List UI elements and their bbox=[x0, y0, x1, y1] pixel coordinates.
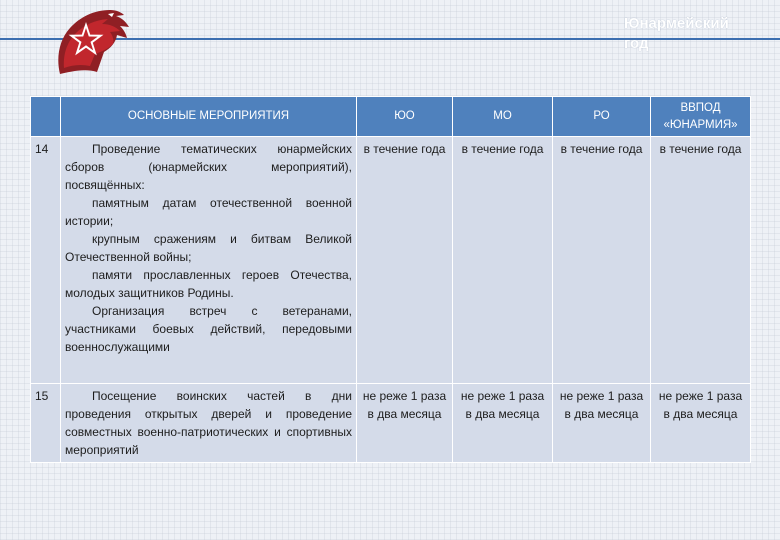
vvpod-cell: не реже 1 раза в два месяца bbox=[651, 384, 751, 463]
mo-cell: в течение года bbox=[453, 137, 553, 384]
ro-cell: в течение года bbox=[553, 137, 651, 384]
column-header-ro: РО bbox=[553, 97, 651, 137]
event-paragraph: Организация встреч с ветеранами, участниками боевых действий, передовыми военнослужащими bbox=[65, 304, 352, 354]
ro-cell: не реже 1 раза в два месяца bbox=[553, 384, 651, 463]
column-header-vvpod: ВВПОД «ЮНАРМИЯ» bbox=[651, 97, 751, 137]
column-header-events: ОСНОВНЫЕ МЕРОПРИЯТИЯ bbox=[61, 97, 357, 137]
event-paragraph: памяти прославленных героев Отечества, молодых защитников Родины. bbox=[65, 268, 352, 300]
yuo-cell: не реже 1 раза в два месяца bbox=[357, 384, 453, 463]
yuo-cell: в течение года bbox=[357, 137, 453, 384]
header-title: Юнармейский год bbox=[624, 15, 729, 52]
event-paragraph: Посещение воинских частей в дни проведения открытых дверей и проведение совместных военно-патриотических и спортивных мероприятий bbox=[65, 389, 352, 457]
table-row bbox=[31, 137, 751, 384]
event-paragraph: крупным сражениям и битвам Великой Отечественной войны; bbox=[65, 232, 352, 264]
row-number: 15 bbox=[31, 384, 61, 463]
events-table bbox=[30, 96, 751, 463]
row-number: 14 bbox=[31, 137, 61, 384]
event-description bbox=[61, 384, 357, 463]
event-description bbox=[61, 137, 357, 384]
column-header-yuo: ЮО bbox=[357, 97, 453, 137]
column-header-mo: МО bbox=[453, 97, 553, 137]
table-header-row bbox=[31, 97, 751, 137]
vvpod-cell: в течение года bbox=[651, 137, 751, 384]
event-paragraph: Проведение тематических юнармейских сборов (юнармейских мероприятий), посвящённых: bbox=[65, 142, 352, 192]
event-paragraph: памятным датам отечественной военной истории; bbox=[65, 196, 352, 228]
table-row bbox=[31, 384, 751, 463]
mo-cell: не реже 1 раза в два месяца bbox=[453, 384, 553, 463]
yunarmiya-eagle-logo bbox=[50, 2, 134, 76]
column-header-number bbox=[31, 97, 61, 137]
